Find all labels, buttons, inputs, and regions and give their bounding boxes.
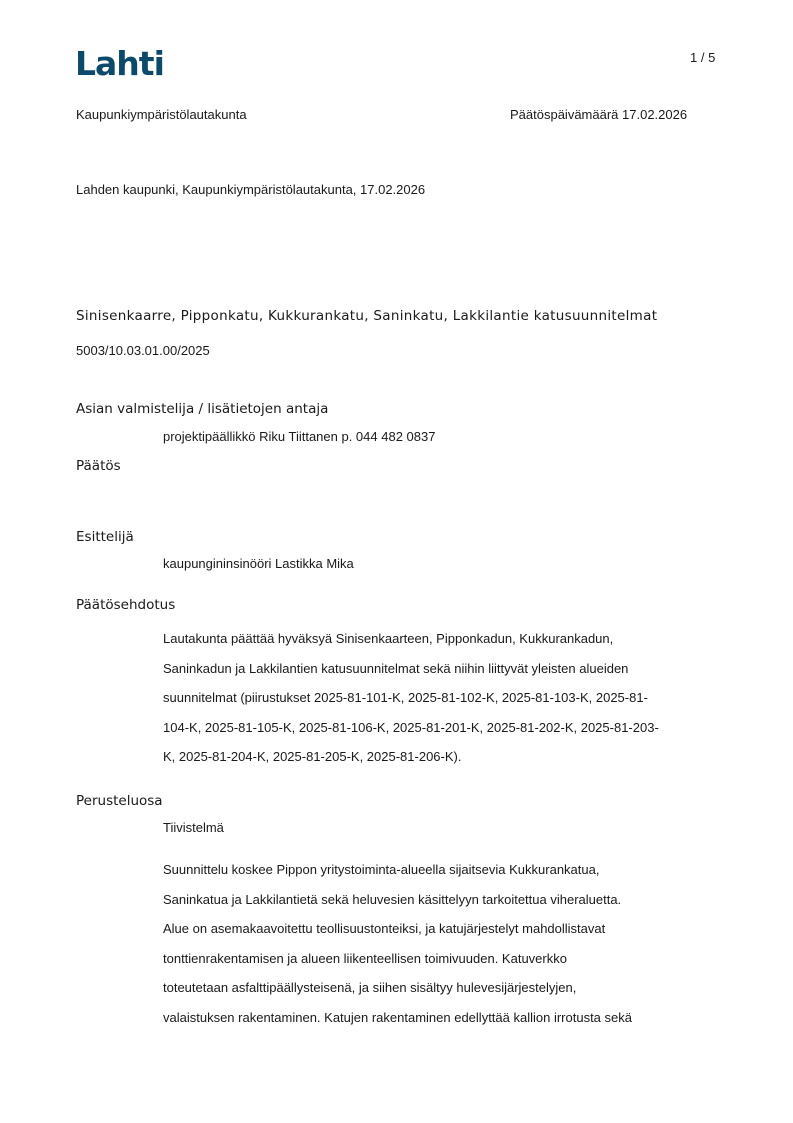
preparer-heading: Asian valmistelija / lisätietojen antaja <box>76 401 329 417</box>
summary-line: Suunnittelu koskee Pippon yritystoiminta-alueella sijaitsevia Kukkurankatua, <box>163 862 600 877</box>
rationale-heading: Perusteluosa <box>76 793 163 809</box>
decision-heading: Päätös <box>76 458 121 474</box>
proposal-heading: Päätösehdotus <box>76 597 176 613</box>
summary-line: Saninkatua ja Lakkilantietä sekä heluvesien käsittelyyn tarkoitettua viheraluetta. <box>163 891 622 907</box>
proposal-text <box>163 624 723 772</box>
preparer-value: projektipäällikkö Riku Tiittanen p. 044 482 0837 <box>163 429 436 444</box>
summary-line: valaistuksen rakentaminen. Katujen rakentaminen edellyttää kallion irrotusta sekä <box>163 1009 632 1025</box>
proposal-line: 104-K, 2025-81-105-K, 2025-81-106-K, 2025-81-201-K, 2025-81-202-K, 2025-81-203- <box>163 719 659 735</box>
proposal-line: Lautakunta päättää hyväksyä Sinisenkaarteen, Pipponkadun, Kukkurankadun, <box>163 631 614 646</box>
presenter-heading: Esittelijä <box>76 529 134 545</box>
proposal-line: K, 2025-81-204-K, 2025-81-205-K, 2025-81-206-K). <box>163 749 462 764</box>
summary-line: Alue on asemakaavoitettu teollisuustonteiksi, ja katujärjestelyt mahdollistavat <box>163 921 606 936</box>
proposal-line: Saninkadun ja Lakkilantien katusuunnitelmat sekä niihin liittyvät yleisten alueiden <box>163 660 629 676</box>
presenter-value: kaupungininsinööri Lastikka Mika <box>163 556 354 571</box>
summary-heading: Tiivistelmä <box>163 820 224 835</box>
proposal-line: suunnitelmat (piirustukset 2025-81-101-K, 2025-81-102-K, 2025-81-103-K, 2025-81- <box>163 690 648 705</box>
meeting-line: Lahden kaupunki, Kaupunkiympäristölautakunta, 17.02.2026 <box>76 182 426 197</box>
summary-text <box>163 855 723 1032</box>
page-number: 1 / 5 <box>690 50 716 65</box>
case-number: 5003/10.03.01.00/2025 <box>76 343 210 358</box>
document-title: Sinisenkaarre, Pipponkatu, Kukkurankatu, Saninkatu, Lakkilantie katusuunnitelmat <box>76 308 658 324</box>
summary-line: tonttienrakentamisen ja alueen liikenteellisen toimivuuden. Katuverkko <box>163 950 567 966</box>
lahti-logo: Lahti <box>75 44 164 83</box>
decision-date: Päätöspäivämäärä 17.02.2026 <box>510 107 688 122</box>
committee-name: Kaupunkiympäristölautakunta <box>76 107 247 122</box>
summary-line: toteutetaan asfalttipäällysteisenä, ja siihen sisältyy hulevesijärjestelyjen, <box>163 980 577 995</box>
